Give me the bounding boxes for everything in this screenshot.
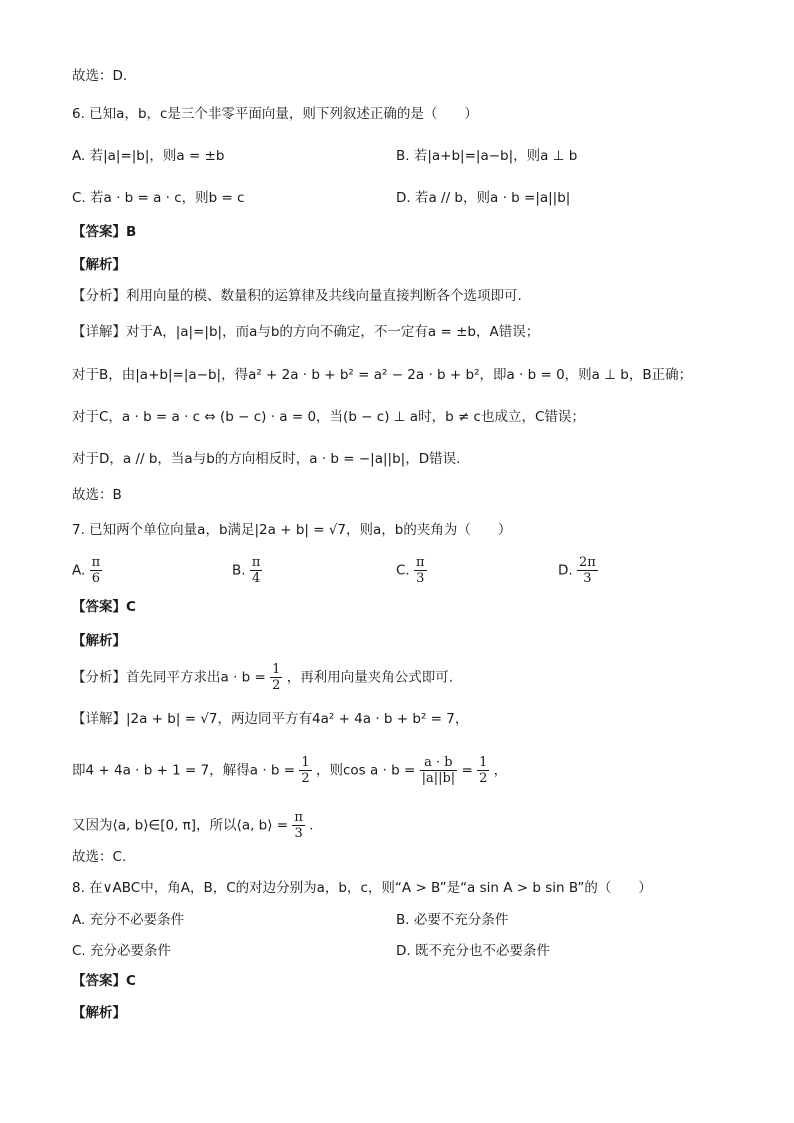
- answer-label: 【答案】C: [72, 973, 136, 989]
- option-6d: D. 若a // b，则a · b =|a||b|: [396, 190, 571, 206]
- text-line: 故选：C.: [72, 849, 127, 865]
- analysis-label: 【解析】: [72, 257, 126, 273]
- text-run: .: [309, 817, 314, 834]
- numerator: π: [416, 555, 425, 570]
- fraction: [420, 755, 458, 786]
- numerator: 1: [479, 755, 488, 770]
- analysis-label: 【解析】: [72, 1005, 126, 1021]
- text-run: ，则cos a · b =: [315, 762, 416, 779]
- text-line: 对于C，a · b = a · c ⇔ (b − c) · a = 0，当(b − c) ⊥ a时，b ≠ c也成立，C错误；: [72, 409, 585, 425]
- text-line: [72, 662, 453, 693]
- fraction: [250, 555, 263, 586]
- text-run: ，再利用向量夹角公式即可.: [286, 669, 453, 686]
- option-8c: C. 充分必要条件: [72, 943, 172, 959]
- text-run: ，: [493, 762, 508, 779]
- fraction: [299, 755, 311, 786]
- option-6c: C. 若a · b = a · c，则b = c: [72, 190, 245, 206]
- option-8b: B. 必要不充分条件: [396, 912, 509, 928]
- numerator: π: [91, 555, 101, 570]
- fraction: [270, 662, 282, 693]
- denominator: 2: [301, 771, 310, 786]
- option-8d: D. 既不充分也不必要条件: [396, 943, 550, 959]
- option-letter: A.: [72, 562, 86, 579]
- denominator: 3: [416, 571, 425, 586]
- denominator: 2: [479, 771, 488, 786]
- text-line: [72, 810, 314, 841]
- question-7-stem: 7. 已知两个单位向量a，b满足|2a + b| = √7，则a，b的夹角为（ ）: [72, 522, 512, 538]
- denominator: 3: [583, 571, 592, 586]
- text-line: 对于D，a // b，当a与b的方向相反时，a · b = −|a||b|，D错误.: [72, 451, 461, 467]
- option-letter: C.: [396, 562, 410, 579]
- text-line: 【详解】|2a + b| = √7，两边同平方有4a² + 4a · b + b² = 7，: [72, 711, 469, 727]
- question-8-stem: 8. 在∨ABC中，角A，B，C的对边分别为a，b，c，则“A > B”是“a sin A > b sin B”的（ ）: [72, 880, 652, 896]
- fraction: [414, 555, 427, 586]
- option-7c: [396, 555, 427, 586]
- analysis-label: 【解析】: [72, 633, 126, 649]
- text-run: 即4 + 4a · b + 1 = 7，解得a · b =: [72, 762, 296, 779]
- text-line: 【分析】利用向量的模、数量积的运算律及共线向量直接判断各个选项即可.: [72, 288, 522, 304]
- denominator: 6: [91, 571, 100, 586]
- option-6a: A. 若|a|=|b|，则a = ±b: [72, 148, 225, 164]
- text-line: 故选：B: [72, 487, 122, 503]
- denominator: 3: [294, 826, 303, 841]
- fraction: [90, 555, 103, 586]
- option-7a: [72, 555, 102, 586]
- fraction: [577, 555, 598, 586]
- text-line: 对于B，由|a+b|=|a−b|，得a² + 2a · b + b² = a² − 2a · b + b²，即a · b = 0，则a ⊥ b，B正确；: [72, 367, 693, 383]
- numerator: 2π: [578, 555, 596, 570]
- numerator: 1: [301, 755, 310, 770]
- option-letter: D.: [558, 562, 573, 579]
- text-run: 【分析】首先同平方求出a · b =: [72, 669, 266, 686]
- answer-label: 【答案】B: [72, 224, 137, 240]
- fraction: [292, 810, 305, 841]
- numerator: a · b: [420, 755, 458, 771]
- option-7b: [232, 555, 262, 586]
- text-line: 【详解】对于A，|a|=|b|，而a与b的方向不确定，不一定有a = ±b，A错误；: [72, 324, 540, 340]
- fraction: [477, 755, 489, 786]
- text-run: 又因为⟨a, b⟩∈[0, π]，所以⟨a, b⟩ =: [72, 817, 289, 834]
- option-8a: A. 充分不必要条件: [72, 912, 185, 928]
- denominator: 4: [251, 571, 261, 586]
- text-line: 故选：D.: [72, 68, 128, 84]
- question-6-stem: 6. 已知a，b，c是三个非零平面向量，则下列叙述正确的是（ ）: [72, 106, 478, 122]
- numerator: π: [251, 555, 261, 570]
- option-6b: B. 若|a+b|=|a−b|，则a ⊥ b: [396, 148, 578, 164]
- numerator: π: [294, 810, 303, 825]
- denominator: |a||b|: [421, 771, 456, 786]
- option-7d: [558, 555, 598, 586]
- text-line: [72, 755, 507, 786]
- text-run: =: [461, 762, 473, 779]
- option-letter: B.: [232, 562, 246, 579]
- numerator: 1: [272, 662, 281, 677]
- denominator: 2: [272, 678, 281, 693]
- answer-label: 【答案】C: [72, 599, 136, 615]
